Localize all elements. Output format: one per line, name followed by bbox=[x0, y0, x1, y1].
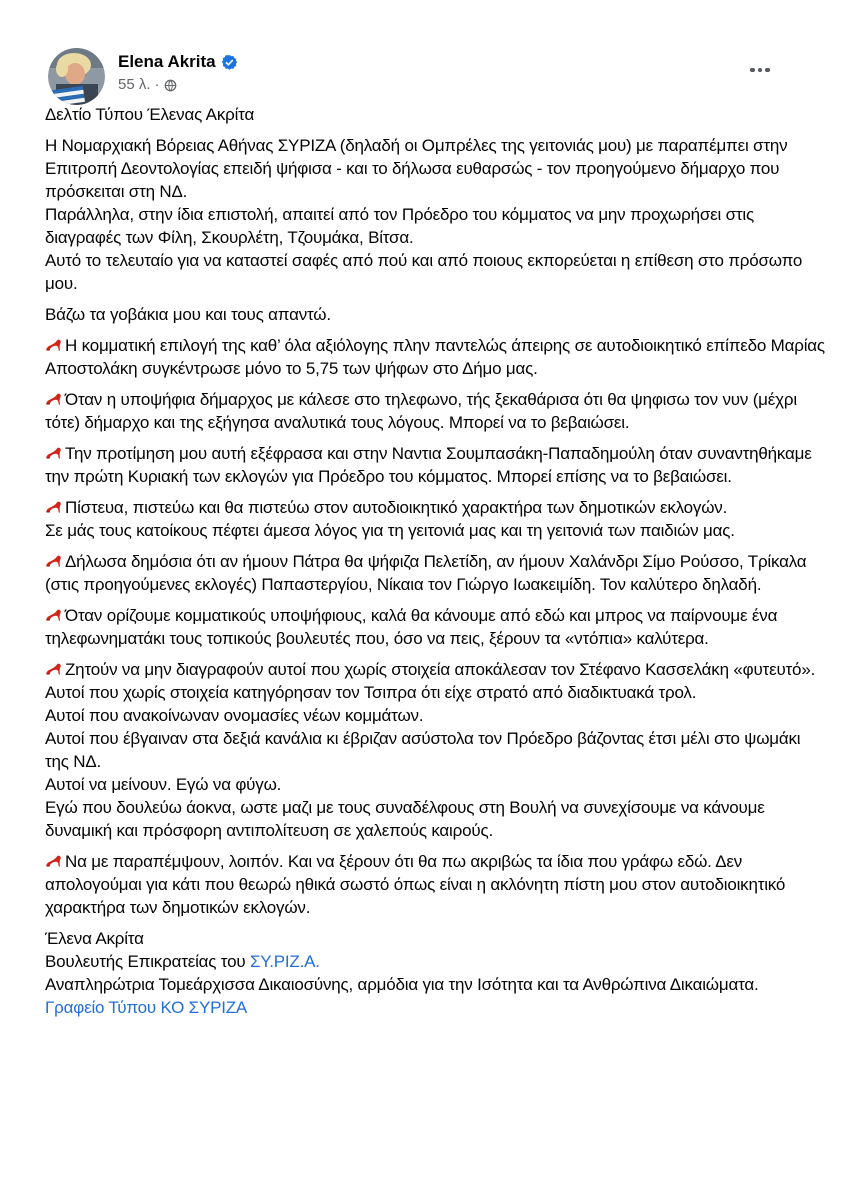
author-row bbox=[118, 52, 237, 72]
post-line bbox=[45, 388, 827, 434]
timestamp-link[interactable]: 55 λ. bbox=[118, 76, 151, 93]
post-paragraph-bulleted bbox=[45, 496, 827, 542]
post-line bbox=[45, 973, 827, 996]
post-paragraph bbox=[45, 927, 827, 1019]
post-text-segment: Την προτίμηση μου αυτή εξέφρασα και στην Ναντια Σουμπασάκη-Παπαδημούλη όταν συναντηθήκαμε την πρώτη Κυριακή των εκλογών για Πρόεδρο του κόμματος. Μπορεί επίσης να το βεβαιώσει. bbox=[45, 444, 812, 486]
post-text-segment: Αυτοί που χωρίς στοιχεία κατηγόρησαν τον Τσιπρα ότι είχε στρατό από διαδικτυακά τρολ. bbox=[45, 683, 697, 702]
post-text-segment: Να με παραπέμψουν, λοιπόν. Και να ξέρουν ότι θα πω ακριβώς τα ίδια που γράφω εδώ. Δεν απολογούμαι για κάτι που θεωρώ ηθικά σωστό όπως είναι η ακλόνητη πίστη μου στον αυτοδιοικητικό χαρακτήρα των δημοτικών εκλογών. bbox=[45, 852, 786, 917]
post-text-segment: Όταν η υποψήφια δήμαρχος με κάλεσε στο τηλεφωνο, τής ξεκαθάρισα ότι θα ψηφισω τον νυν (μέχρι τότε) δήμαρχο και της εξήγησα αναλυτικά τους λόγους. Μπορεί να το βεβαιώσει. bbox=[45, 390, 797, 432]
post-line bbox=[45, 773, 827, 796]
post-text-segment: Βουλευτής Επικρατείας του bbox=[45, 952, 250, 971]
post-text-segment: Αναπληρώτρια Τομεάρχισσα Δικαιοσύνης, αρμόδια για την Ισότητα και τα Ανθρώπινα Δικαιώματα. bbox=[45, 975, 759, 994]
post-line bbox=[45, 103, 827, 126]
high-heel-icon bbox=[45, 551, 64, 570]
post-text-segment: Η κομματική επιλογή της καθ’ όλα αξιόλογης πλην παντελώς άπειρης σε αυτοδιοικητικό επίπεδο Μαρίας Αποστολάκη συγκέντρωσε μόνο το 5,75 των ψήφων στο Δήμο μας. bbox=[45, 336, 825, 378]
ellipsis-dot bbox=[750, 68, 755, 73]
post-meta bbox=[118, 76, 237, 94]
post-line bbox=[45, 334, 827, 380]
post-line bbox=[45, 850, 827, 919]
post-text-segment: Δήλωσα δημόσια ότι αν ήμουν Πάτρα θα ψήφιζα Πελετίδη, αν ήμουν Χαλάνδρι Σίμο Ρούσσο, Τρίκαλα (στις προηγούμενες εκλογές) Παπαστεργίου, Νίκαια τον Γιώργο Ιωακειμίδη. Τον καλύτερο δηλαδή. bbox=[45, 552, 807, 594]
high-heel-icon bbox=[45, 497, 64, 516]
post-line bbox=[45, 996, 827, 1019]
post-line bbox=[45, 658, 827, 681]
post-line bbox=[45, 203, 827, 249]
post-line bbox=[45, 134, 827, 203]
high-heel-icon bbox=[45, 335, 64, 354]
post-text-segment: Αυτοί να μείνουν. Εγώ να φύγω. bbox=[45, 775, 282, 794]
high-heel-icon bbox=[45, 851, 64, 870]
profile-photo-image bbox=[48, 48, 105, 105]
post-paragraph-bulleted bbox=[45, 658, 827, 842]
post-text-segment: Δελτίο Τύπου Έλενας Ακρίτα bbox=[45, 105, 255, 124]
author-name-link[interactable]: Elena Akrita bbox=[118, 52, 216, 71]
post-link[interactable]: Γραφείο Τύπου ΚΟ ΣΥΡΙΖΑ bbox=[45, 998, 248, 1017]
post-line bbox=[45, 442, 827, 488]
post-text-segment: Παράλληλα, στην ίδια επιστολή, απαιτεί από τον Πρόεδρο του κόμματος να μην προχωρήσει στις διαγραφές των Φίλη, Σκουρλέτη, Τζουμάκα, Βίτσα. bbox=[45, 205, 754, 247]
post-text-segment: Αυτοί που ανακοίνωναν ονομασίες νέων κομμάτων. bbox=[45, 706, 424, 725]
post-line bbox=[45, 519, 827, 542]
post-line bbox=[45, 249, 827, 295]
post-paragraph bbox=[45, 134, 827, 295]
avatar[interactable] bbox=[48, 48, 105, 105]
post-line bbox=[45, 550, 827, 596]
post-paragraph-bulleted bbox=[45, 388, 827, 434]
post-line bbox=[45, 950, 827, 973]
verified-badge-icon bbox=[222, 55, 237, 70]
post-text-segment: Πίστευα, πιστεύω και θα πιστεύω στον αυτοδιοικητικό χαρακτήρα των δημοτικών εκλογών. bbox=[65, 498, 728, 517]
post-body bbox=[45, 103, 827, 1027]
post-line bbox=[45, 796, 827, 842]
meta-separator: · bbox=[154, 76, 160, 93]
high-heel-icon bbox=[45, 659, 64, 678]
post-line bbox=[45, 927, 827, 950]
post-paragraph-bulleted bbox=[45, 334, 827, 380]
post-text-segment: Αυτό το τελευταίο για να καταστεί σαφές από πού και από ποιους εκπορεύεται η επίθεση στο πρόσωπο μου. bbox=[45, 251, 803, 293]
high-heel-icon bbox=[45, 443, 64, 462]
post-paragraph-bulleted bbox=[45, 550, 827, 596]
globe-icon bbox=[164, 79, 177, 92]
post-text-segment: Όταν ορίζουμε κομματικούς υποψήφιους, καλά θα κάνουμε από εδώ και μπρος να παίρνουμε ένα τηλεφωνηματάκι τους τοπικούς βουλευτές που, όσο να πεις, ξέρουν τα «ντόπια» καλύτερα. bbox=[45, 606, 778, 648]
post-text-segment: Αυτοί που έβγαιναν στα δεξιά κανάλια κι έβριζαν ασύστολα τον Πρόεδρο βάζοντας έτσι μέλι στο ψωμάκι της ΝΔ. bbox=[45, 729, 801, 771]
post-paragraph-bulleted bbox=[45, 604, 827, 650]
post-text-segment: Ζητούν να μην διαγραφούν αυτοί που χωρίς στοιχεία αποκάλεσαν τον Στέφανο Κασσελάκη «φυτευτό». bbox=[65, 660, 816, 679]
post-line bbox=[45, 604, 827, 650]
post-line bbox=[45, 303, 827, 326]
post-line bbox=[45, 727, 827, 773]
post-link[interactable]: ΣΥ.ΡΙΖ.Α. bbox=[249, 952, 320, 971]
post-text-segment: Βάζω τα γοβάκια μου και τους απαντώ. bbox=[45, 305, 331, 324]
post-text-segment: Έλενα Ακρίτα bbox=[45, 929, 144, 948]
post-line bbox=[45, 496, 827, 519]
more-options-button[interactable] bbox=[740, 56, 780, 84]
post-paragraph-bulleted bbox=[45, 442, 827, 488]
post-paragraph bbox=[45, 303, 827, 326]
post-paragraph bbox=[45, 103, 827, 126]
post-text-segment: Εγώ που δουλεύω άοκνα, ωστε μαζι με τους συναδέλφους στη Βουλή να συνεχίσουμε να κάνουμε δυναμική και πρόσφορη αντιπολίτευση σε χαλεπούς καιρούς. bbox=[45, 798, 765, 840]
post-text-segment: Η Νομαρχιακή Βόρειας Αθήνας ΣΥΡΙΖΑ (δηλαδή οι Ομπρέλες της γειτονιάς μου) με παραπέμπει στην Επιτροπή Δεοντολογίας επειδή ψήφισα - και το δήλωσα ευθαρσώς - τον προηγούμενο δήμαρχο που πρόσκειται στη ΝΔ. bbox=[45, 136, 788, 201]
post-paragraph-bulleted bbox=[45, 850, 827, 919]
ellipsis-dot bbox=[765, 68, 770, 73]
high-heel-icon bbox=[45, 389, 64, 408]
header-text bbox=[118, 48, 237, 105]
post-line bbox=[45, 704, 827, 727]
post-text-segment: Σε μάς τους κατοίκους πέφτει άμεσα λόγος για τη γειτονιά μας και τη γειτονιά των παιδιών μας. bbox=[45, 521, 735, 540]
high-heel-icon bbox=[45, 605, 64, 624]
ellipsis-dot bbox=[758, 68, 763, 73]
post-line bbox=[45, 681, 827, 704]
post-header bbox=[48, 48, 237, 105]
